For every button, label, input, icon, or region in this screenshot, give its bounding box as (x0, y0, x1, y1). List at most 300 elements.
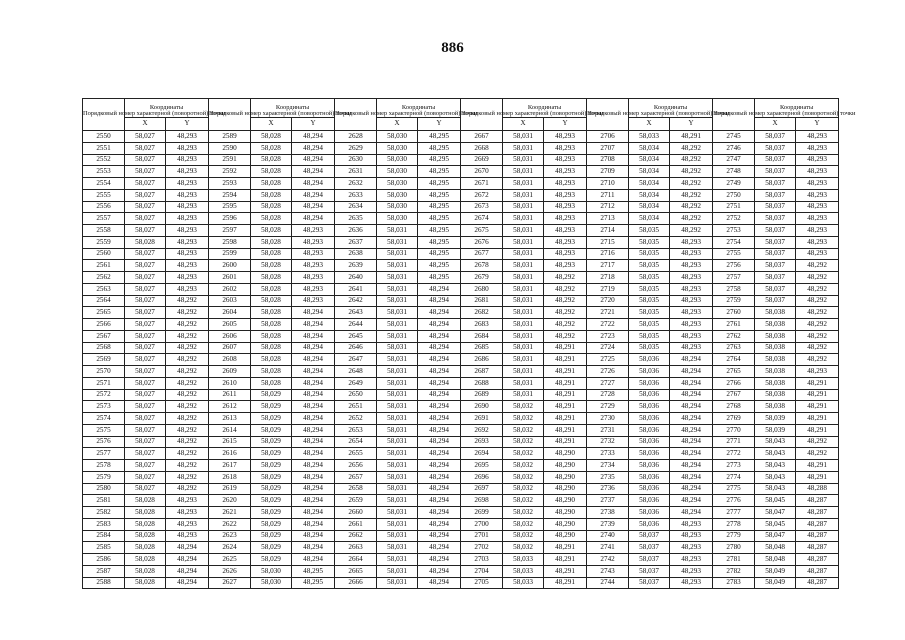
x-coordinate-cell: 58,035 (629, 272, 670, 284)
table-row (83, 236, 839, 248)
x-coordinate-cell: 58,031 (377, 283, 418, 295)
point-number-cell: 2698 (461, 495, 503, 507)
point-number-cell: 2667 (461, 131, 503, 143)
x-coordinate-cell: 58,028 (251, 366, 292, 378)
x-coordinate-cell: 58,035 (629, 260, 670, 272)
point-number-cell: 2743 (587, 565, 629, 577)
y-coordinate-cell: 48,294 (418, 542, 461, 554)
x-coordinate-cell: 58,031 (503, 131, 544, 143)
y-coordinate-cell: 48,292 (670, 201, 713, 213)
y-coordinate-cell: 48,295 (418, 201, 461, 213)
x-coordinate-cell: 58,031 (377, 260, 418, 272)
y-coordinate-cell: 48,290 (544, 495, 587, 507)
point-number-cell: 2772 (713, 448, 755, 460)
x-coordinate-cell: 58,031 (503, 295, 544, 307)
y-coordinate-cell: 48,291 (796, 377, 839, 389)
point-number-cell: 2612 (209, 401, 251, 413)
table-row (83, 448, 839, 460)
x-coordinate-cell: 58,032 (503, 518, 544, 530)
table-row (83, 424, 839, 436)
point-number-cell: 2625 (209, 554, 251, 566)
x-coordinate-cell: 58,049 (755, 565, 796, 577)
y-coordinate-cell: 48,293 (796, 213, 839, 225)
point-number-cell: 2717 (587, 260, 629, 272)
y-coordinate-cell: 48,295 (418, 178, 461, 190)
point-number-cell: 2678 (461, 260, 503, 272)
point-number-cell: 2650 (335, 389, 377, 401)
x-coordinate-cell: 58,029 (251, 413, 292, 425)
x-coordinate-cell: 58,036 (629, 483, 670, 495)
y-coordinate-cell: 48,294 (166, 554, 209, 566)
x-coordinate-cell: 58,028 (251, 319, 292, 331)
x-coordinate-cell: 58,027 (125, 295, 166, 307)
y-coordinate-cell: 48,294 (418, 389, 461, 401)
point-number-cell: 2557 (83, 213, 125, 225)
point-number-cell: 2709 (587, 166, 629, 178)
point-number-cell: 2626 (209, 565, 251, 577)
x-coordinate-cell: 58,036 (629, 436, 670, 448)
x-coordinate-cell: 58,035 (629, 236, 670, 248)
x-coordinate-cell: 58,027 (125, 189, 166, 201)
y-coordinate-cell: 48,294 (292, 389, 335, 401)
y-coordinate-cell: 48,293 (166, 283, 209, 295)
point-number-cell: 2779 (713, 530, 755, 542)
point-number-cell: 2732 (587, 436, 629, 448)
point-number-cell: 2638 (335, 248, 377, 260)
point-number-cell: 2561 (83, 260, 125, 272)
y-coordinate-cell: 48,292 (544, 295, 587, 307)
x-coordinate-cell: 58,031 (503, 154, 544, 166)
x-coordinate-cell: 58,028 (251, 330, 292, 342)
x-coordinate-cell: 58,031 (377, 530, 418, 542)
point-number-cell: 2759 (713, 295, 755, 307)
x-coordinate-cell: 58,027 (125, 225, 166, 237)
y-coordinate-cell: 48,294 (292, 377, 335, 389)
y-coordinate-cell: 48,293 (166, 142, 209, 154)
x-coordinate-cell: 58,027 (125, 330, 166, 342)
y-coordinate-cell: 48,293 (796, 166, 839, 178)
y-coordinate-cell: 48,294 (670, 413, 713, 425)
point-number-cell: 2689 (461, 389, 503, 401)
x-coordinate-cell: 58,031 (377, 471, 418, 483)
y-coordinate-cell: 48,293 (670, 295, 713, 307)
point-number-cell: 2588 (83, 577, 125, 589)
y-coordinate-cell: 48,291 (544, 413, 587, 425)
table-row (83, 142, 839, 154)
point-number-cell: 2662 (335, 530, 377, 542)
x-coordinate-cell: 58,027 (125, 366, 166, 378)
y-coordinate-cell: 48,293 (166, 272, 209, 284)
y-coordinate-cell: 48,294 (418, 448, 461, 460)
point-number-cell: 2596 (209, 213, 251, 225)
y-coordinate-cell: 48,294 (292, 319, 335, 331)
y-coordinate-cell: 48,292 (166, 424, 209, 436)
table-row (83, 377, 839, 389)
y-coordinate-cell: 48,294 (166, 542, 209, 554)
y-coordinate-cell: 48,293 (796, 225, 839, 237)
point-number-cell: 2682 (461, 307, 503, 319)
x-coordinate-cell: 58,029 (251, 471, 292, 483)
x-coordinate-cell: 58,031 (377, 225, 418, 237)
y-coordinate-cell: 48,292 (544, 283, 587, 295)
x-coordinate-cell: 58,031 (503, 236, 544, 248)
point-number-cell: 2582 (83, 507, 125, 519)
point-number-cell: 2745 (713, 131, 755, 143)
y-coordinate-cell: 48,293 (796, 201, 839, 213)
x-coordinate-cell: 58,045 (755, 495, 796, 507)
x-coordinate-cell: 58,031 (503, 272, 544, 284)
table-row (83, 507, 839, 519)
point-number-cell: 2660 (335, 507, 377, 519)
y-coordinate-cell: 48,294 (292, 413, 335, 425)
point-number-cell: 2639 (335, 260, 377, 272)
point-number-cell: 2601 (209, 272, 251, 284)
y-coordinate-cell: 48,293 (166, 530, 209, 542)
x-coordinate-cell: 58,032 (503, 424, 544, 436)
y-coordinate-cell: 48,293 (166, 178, 209, 190)
y-coordinate-cell: 48,292 (166, 389, 209, 401)
y-coordinate-cell: 48,292 (670, 225, 713, 237)
point-number-cell: 2659 (335, 495, 377, 507)
y-coordinate-cell: 48,291 (544, 554, 587, 566)
y-coordinate-cell: 48,292 (796, 260, 839, 272)
point-number-header: Порядковый номер характерной (поворотной) точки (83, 99, 125, 131)
x-coordinate-cell: 58,038 (755, 342, 796, 354)
point-number-cell: 2691 (461, 413, 503, 425)
point-number-cell: 2727 (587, 377, 629, 389)
table-row (83, 154, 839, 166)
point-number-cell: 2749 (713, 178, 755, 190)
y-coordinate-cell: 48,287 (796, 507, 839, 519)
y-header: Y (544, 118, 587, 131)
point-number-cell: 2748 (713, 166, 755, 178)
x-header: X (251, 118, 292, 131)
x-coordinate-cell: 58,031 (377, 330, 418, 342)
coordinates-table (82, 98, 856, 589)
y-coordinate-cell: 48,294 (292, 354, 335, 366)
y-coordinate-cell: 48,291 (544, 436, 587, 448)
x-coordinate-cell: 58,028 (251, 342, 292, 354)
y-coordinate-cell: 48,294 (292, 142, 335, 154)
x-coordinate-cell: 58,043 (755, 483, 796, 495)
point-number-cell: 2593 (209, 178, 251, 190)
y-coordinate-cell: 48,290 (544, 483, 587, 495)
x-coordinate-cell: 58,038 (755, 307, 796, 319)
x-coordinate-cell: 58,028 (251, 248, 292, 260)
point-number-cell: 2707 (587, 142, 629, 154)
y-coordinate-cell: 48,294 (292, 448, 335, 460)
y-header: Y (292, 118, 335, 131)
y-coordinate-cell: 48,293 (796, 248, 839, 260)
y-coordinate-cell: 48,291 (544, 424, 587, 436)
x-coordinate-cell: 58,035 (629, 295, 670, 307)
table-row (83, 295, 839, 307)
point-number-header: Порядковый номер характерной (поворотной) точки (587, 99, 629, 131)
x-coordinate-cell: 58,031 (503, 178, 544, 190)
point-number-cell: 2568 (83, 342, 125, 354)
point-number-cell: 2674 (461, 213, 503, 225)
y-coordinate-cell: 48,294 (292, 201, 335, 213)
point-number-cell: 2585 (83, 542, 125, 554)
x-coordinate-cell: 58,034 (629, 154, 670, 166)
y-coordinate-cell: 48,293 (166, 225, 209, 237)
x-coordinate-cell: 58,031 (377, 413, 418, 425)
point-number-cell: 2656 (335, 460, 377, 472)
y-coordinate-cell: 48,294 (292, 542, 335, 554)
y-coordinate-cell: 48,294 (292, 436, 335, 448)
x-coordinate-cell: 58,030 (377, 189, 418, 201)
x-coordinate-cell: 58,031 (377, 342, 418, 354)
x-coordinate-cell: 58,032 (503, 448, 544, 460)
y-coordinate-cell: 48,294 (670, 354, 713, 366)
point-number-cell: 2581 (83, 495, 125, 507)
point-number-cell: 2768 (713, 401, 755, 413)
point-number-cell: 2574 (83, 413, 125, 425)
y-coordinate-cell: 48,290 (544, 507, 587, 519)
point-number-cell: 2609 (209, 366, 251, 378)
y-coordinate-cell: 48,294 (292, 471, 335, 483)
y-coordinate-cell: 48,294 (670, 436, 713, 448)
y-coordinate-cell: 48,295 (418, 154, 461, 166)
y-coordinate-cell: 48,293 (670, 319, 713, 331)
point-number-cell: 2685 (461, 342, 503, 354)
y-coordinate-cell: 48,294 (418, 401, 461, 413)
point-number-cell: 2781 (713, 554, 755, 566)
y-coordinate-cell: 48,293 (670, 542, 713, 554)
y-coordinate-cell: 48,292 (670, 213, 713, 225)
x-coordinate-cell: 58,028 (125, 542, 166, 554)
point-number-cell: 2550 (83, 131, 125, 143)
y-coordinate-cell: 48,292 (544, 307, 587, 319)
y-coordinate-cell: 48,294 (670, 495, 713, 507)
x-coordinate-cell: 58,029 (251, 436, 292, 448)
point-number-cell: 2635 (335, 213, 377, 225)
point-number-cell: 2583 (83, 518, 125, 530)
point-number-cell: 2584 (83, 530, 125, 542)
y-coordinate-cell: 48,295 (418, 131, 461, 143)
x-coordinate-cell: 58,031 (377, 554, 418, 566)
x-coordinate-cell: 58,036 (629, 389, 670, 401)
point-number-cell: 2552 (83, 154, 125, 166)
x-coordinate-cell: 58,029 (251, 389, 292, 401)
x-coordinate-cell: 58,031 (503, 213, 544, 225)
point-number-cell: 2620 (209, 495, 251, 507)
y-coordinate-cell: 48,294 (292, 554, 335, 566)
y-coordinate-cell: 48,294 (670, 507, 713, 519)
x-coordinate-cell: 58,031 (503, 189, 544, 201)
point-number-cell: 2725 (587, 354, 629, 366)
x-coordinate-cell: 58,028 (251, 178, 292, 190)
y-coordinate-cell: 48,292 (796, 342, 839, 354)
point-number-cell: 2630 (335, 154, 377, 166)
y-coordinate-cell: 48,294 (292, 507, 335, 519)
point-number-cell: 2755 (713, 248, 755, 260)
point-number-cell: 2733 (587, 448, 629, 460)
x-coordinate-cell: 58,036 (629, 507, 670, 519)
y-coordinate-cell: 48,293 (166, 236, 209, 248)
y-coordinate-cell: 48,293 (292, 225, 335, 237)
x-coordinate-cell: 58,028 (251, 142, 292, 154)
coordinates-header: Координаты (377, 99, 461, 118)
point-number-cell: 2760 (713, 307, 755, 319)
x-coordinate-cell: 58,032 (503, 401, 544, 413)
point-number-cell: 2765 (713, 366, 755, 378)
y-coordinate-cell: 48,292 (166, 354, 209, 366)
y-coordinate-cell: 48,293 (166, 507, 209, 519)
x-coordinate-cell: 58,028 (125, 236, 166, 248)
x-coordinate-cell: 58,030 (377, 213, 418, 225)
x-coordinate-cell: 58,031 (377, 448, 418, 460)
x-coordinate-cell: 58,032 (503, 436, 544, 448)
y-coordinate-cell: 48,288 (796, 483, 839, 495)
point-number-cell: 2578 (83, 460, 125, 472)
point-number-cell: 2664 (335, 554, 377, 566)
y-coordinate-cell: 48,293 (292, 260, 335, 272)
x-coordinate-cell: 58,036 (629, 377, 670, 389)
point-number-cell: 2761 (713, 319, 755, 331)
point-number-cell: 2617 (209, 460, 251, 472)
y-coordinate-cell: 48,293 (544, 236, 587, 248)
point-number-cell: 2603 (209, 295, 251, 307)
y-coordinate-cell: 48,294 (166, 565, 209, 577)
y-coordinate-cell: 48,294 (418, 366, 461, 378)
x-coordinate-cell: 58,028 (251, 283, 292, 295)
point-number-cell: 2655 (335, 448, 377, 460)
point-number-cell: 2669 (461, 154, 503, 166)
point-number-cell: 2693 (461, 436, 503, 448)
y-coordinate-cell: 48,292 (166, 295, 209, 307)
y-header: Y (796, 118, 839, 131)
point-number-cell: 2653 (335, 424, 377, 436)
x-coordinate-cell: 58,029 (251, 460, 292, 472)
y-coordinate-cell: 48,290 (544, 518, 587, 530)
x-coordinate-cell: 58,037 (755, 166, 796, 178)
y-coordinate-cell: 48,293 (166, 248, 209, 260)
x-coordinate-cell: 58,030 (377, 166, 418, 178)
table-row (83, 342, 839, 354)
point-number-header: Порядковый номер характерной (поворотной) точки (713, 99, 755, 131)
x-coordinate-cell: 58,045 (755, 518, 796, 530)
y-coordinate-cell: 48,292 (796, 283, 839, 295)
table-row (83, 307, 839, 319)
x-coordinate-cell: 58,038 (755, 401, 796, 413)
y-coordinate-cell: 48,293 (670, 283, 713, 295)
point-number-cell: 2704 (461, 565, 503, 577)
point-number-header: Порядковый номер характерной (поворотной) точки (461, 99, 503, 131)
point-number-cell: 2555 (83, 189, 125, 201)
y-coordinate-cell: 48,293 (544, 225, 587, 237)
y-coordinate-cell: 48,295 (418, 225, 461, 237)
point-number-cell: 2767 (713, 389, 755, 401)
x-coordinate-cell: 58,031 (377, 366, 418, 378)
x-coordinate-cell: 58,037 (755, 213, 796, 225)
x-coordinate-cell: 58,031 (377, 319, 418, 331)
x-coordinate-cell: 58,027 (125, 377, 166, 389)
point-number-cell: 2658 (335, 483, 377, 495)
x-coordinate-cell: 58,031 (503, 260, 544, 272)
x-coordinate-cell: 58,031 (377, 507, 418, 519)
table-row (83, 401, 839, 413)
x-coordinate-cell: 58,032 (503, 507, 544, 519)
point-number-cell: 2616 (209, 448, 251, 460)
point-number-cell: 2631 (335, 166, 377, 178)
y-coordinate-cell: 48,294 (418, 495, 461, 507)
y-coordinate-cell: 48,294 (418, 295, 461, 307)
y-coordinate-cell: 48,293 (292, 236, 335, 248)
point-number-cell: 2751 (713, 201, 755, 213)
point-number-cell: 2746 (713, 142, 755, 154)
x-coordinate-cell: 58,029 (251, 530, 292, 542)
y-coordinate-cell: 48,294 (418, 460, 461, 472)
x-coordinate-cell: 58,028 (251, 201, 292, 213)
x-header: X (125, 118, 166, 131)
point-number-cell: 2730 (587, 413, 629, 425)
point-number-cell: 2641 (335, 283, 377, 295)
x-coordinate-cell: 58,035 (629, 225, 670, 237)
point-number-cell: 2757 (713, 272, 755, 284)
point-number-cell: 2731 (587, 424, 629, 436)
y-coordinate-cell: 48,293 (796, 189, 839, 201)
point-number-cell: 2756 (713, 260, 755, 272)
point-number-cell: 2715 (587, 236, 629, 248)
point-number-cell: 2554 (83, 178, 125, 190)
y-coordinate-cell: 48,292 (166, 448, 209, 460)
y-coordinate-cell: 48,294 (292, 460, 335, 472)
x-coordinate-cell: 58,031 (377, 483, 418, 495)
y-coordinate-cell: 48,292 (796, 307, 839, 319)
y-coordinate-cell: 48,293 (166, 154, 209, 166)
point-number-cell: 2652 (335, 413, 377, 425)
x-header: X (503, 118, 544, 131)
point-number-cell: 2783 (713, 577, 755, 589)
y-coordinate-cell: 48,294 (670, 460, 713, 472)
table-row (83, 577, 839, 589)
x-coordinate-cell: 58,037 (755, 178, 796, 190)
y-coordinate-cell: 48,292 (796, 272, 839, 284)
x-coordinate-cell: 58,035 (629, 330, 670, 342)
y-coordinate-cell: 48,293 (544, 189, 587, 201)
y-coordinate-cell: 48,293 (544, 131, 587, 143)
y-coordinate-cell: 48,292 (670, 178, 713, 190)
point-number-cell: 2576 (83, 436, 125, 448)
y-header: Y (418, 118, 461, 131)
point-number-cell: 2702 (461, 542, 503, 554)
y-coordinate-cell: 48,292 (796, 448, 839, 460)
y-coordinate-cell: 48,293 (796, 131, 839, 143)
point-number-cell: 2739 (587, 518, 629, 530)
y-coordinate-cell: 48,293 (670, 342, 713, 354)
point-number-cell: 2589 (209, 131, 251, 143)
table-row (83, 166, 839, 178)
x-coordinate-cell: 58,027 (125, 142, 166, 154)
y-coordinate-cell: 48,294 (292, 166, 335, 178)
x-coordinate-cell: 58,028 (251, 377, 292, 389)
point-number-cell: 2773 (713, 460, 755, 472)
x-coordinate-cell: 58,032 (503, 471, 544, 483)
y-coordinate-cell: 48,294 (292, 518, 335, 530)
x-coordinate-cell: 58,038 (755, 319, 796, 331)
point-number-cell: 2610 (209, 377, 251, 389)
point-number-cell: 2762 (713, 330, 755, 342)
y-coordinate-cell: 48,291 (796, 389, 839, 401)
y-coordinate-cell: 48,292 (796, 330, 839, 342)
y-coordinate-cell: 48,291 (796, 413, 839, 425)
x-coordinate-cell: 58,031 (377, 542, 418, 554)
point-number-cell: 2705 (461, 577, 503, 589)
point-number-cell: 2646 (335, 342, 377, 354)
point-number-cell: 2671 (461, 178, 503, 190)
point-number-cell: 2614 (209, 424, 251, 436)
